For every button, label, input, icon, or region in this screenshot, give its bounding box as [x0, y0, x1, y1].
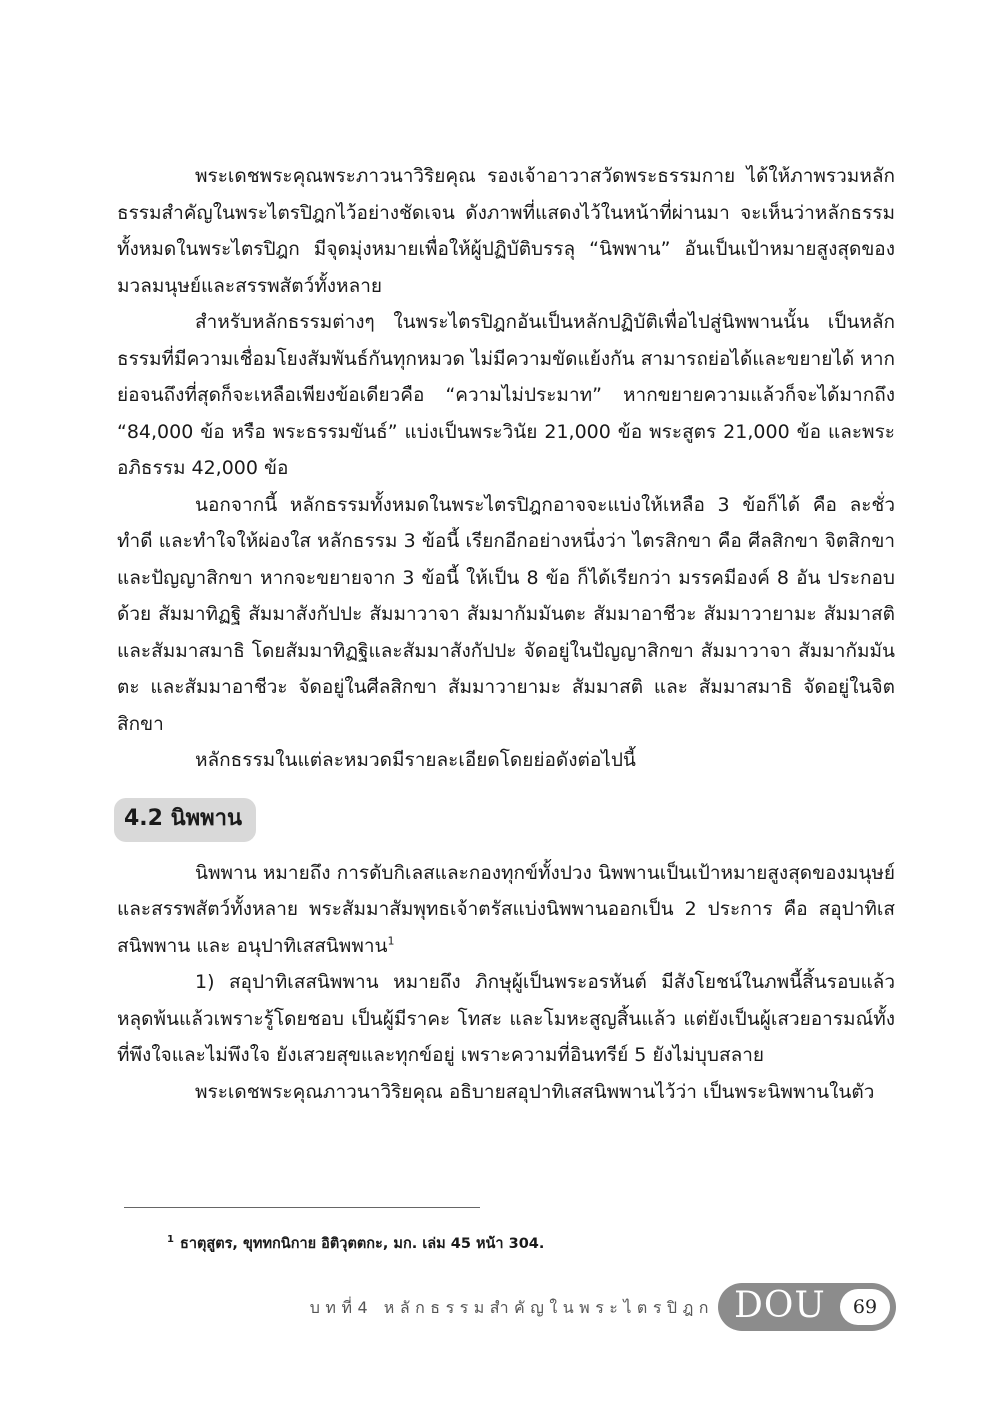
- page-number: 69: [840, 1289, 890, 1325]
- intro-paragraph-4: หลักธรรมในแต่ละหมวดมีรายละเอียดโดยย่อดังต่อไปนี้: [195, 749, 636, 771]
- dou-badge: [718, 1283, 896, 1331]
- footnote-divider: [124, 1207, 480, 1208]
- section-heading: 4.2 นิพพาน: [114, 798, 256, 842]
- page-footer: [0, 1283, 896, 1331]
- footnote: [167, 1230, 544, 1254]
- chapter-title: บทที่4 หลักธรรมสำคัญในพระไตรปิฎก: [309, 1298, 714, 1317]
- footnote-reference[interactable]: 1: [387, 934, 395, 948]
- page-body: [117, 158, 895, 1110]
- section-paragraph-1: [117, 855, 895, 965]
- section-paragraph-3: พระเดชพระคุณภาวนาวิริยคุณ อธิบายสอุปาทิเสสนิพพานไว้ว่า เป็นพระนิพพานในตัว: [195, 1080, 875, 1103]
- section-paragraph-1-text: นิพพาน หมายถึง การดับกิเลสและกองทุกข์ทั้งปวง นิพพานเป็นเป้าหมายสูงสุดของมนุษย์และสรรพสัตว์ทั้งหลาย พระสัมมาสัมพุทธเจ้าตรัสแบ่งนิพพานออกเป็น 2 ประการ คือ สอุปาทิเสสนิพพาน และ อนุปาทิเสสนิพพาน: [117, 861, 895, 957]
- dou-logo-text: DOU: [734, 1285, 826, 1326]
- intro-paragraph-3: นอกจากนี้ หลักธรรมทั้งหมดในพระไตรปิฎกอาจจะแบ่งให้เหลือ 3 ข้อก็ได้ คือ ละชั่ว ทำดี และทำใจให้ผ่องใส หลักธรรม 3 ข้อนี้ เรียกอีกอย่างหนึ่งว่า ไตรสิกขา คือ ศีลสิกขา จิตสิกขา และปัญญาสิกขา หากจะขยายจาก 3 ข้อนี้ ให้เป็น 8 ข้อ ก็ได้เรียกว่า มรรคมีองค์ 8 อัน ประกอบด้วย สัมมาทิฏฐิ สัมมาสังกัปปะ สัมมาวาจา สัมมากัมมันตะ สัมมาอาชีวะ สัมมาวายามะ สัมมาสติ และสัมมาสมาธิ โดยสัมมาทิฏฐิและสัมมาสังกัปปะ จัดอยู่ในปัญญาสิกขา สัมมาวาจา สัมมากัมมันตะ และสัมมาอาชีวะ จัดอยู่ในศีลสิกขา สัมมาวายามะ สัมมาสติ และ สัมมาสมาธิ จัดอยู่ในจิตสิกขา: [117, 493, 895, 735]
- footnote-number: 1: [167, 1234, 174, 1245]
- intro-paragraph-1: พระเดชพระคุณพระภาวนาวิริยคุณ รองเจ้าอาวาสวัดพระธรรมกาย ได้ให้ภาพรวมหลักธรรมสำคัญในพระไตรปิฎกไว้อย่างชัดเจน ดังภาพที่แสดงไว้ในหน้าที่ผ่านมา จะเห็นว่าหลักธรรมทั้งหมดในพระไตรปิฎก มีจุดมุ่งหมายเพื่อให้ผู้ปฏิบัติบรรลุ “นิพพาน” อันเป็นเป้าหมายสูงสุดของมวลมนุษย์และสรรพสัตว์ทั้งหลาย: [117, 165, 895, 297]
- section-paragraph-2: 1) สอุปาทิเสสนิพพาน หมายถึง ภิกษุผู้เป็นพระอรหันต์ มีสังโยชน์ในภพนี้สิ้นรอบแล้ว หลุดพ้นแล้วเพราะรู้โดยชอบ เป็นผู้มีราคะ โทสะ และโมหะสูญสิ้นแล้ว แต่ยังเป็นผู้เสวยอารมณ์ทั้งที่พึงใจและไม่พึงใจ ยังเสวยสุขและทุกข์อยู่ เพราะความที่อินทรีย์ 5 ยังไม่บุบสลาย: [117, 971, 895, 1066]
- footnote-text: ธาตุสูตร, ขุททกนิกาย อิติวุตตกะ, มก. เล่ม 45 หน้า 304.: [179, 1235, 545, 1252]
- intro-paragraph-2: สำหรับหลักธรรมต่างๆ ในพระไตรปิฎกอันเป็นหลักปฏิบัติเพื่อไปสู่นิพพานนั้น เป็นหลักธรรมที่มีความเชื่อมโยงสัมพันธ์กันทุกหมวด ไม่มีความขัดแย้งกัน สามารถย่อได้และขยายได้ หากย่อจนถึงที่สุดก็จะเหลือเพียงข้อเดียวคือ “ความไม่ประมาท” หากขยายความแล้วก็จะได้มากถึง “84,000 ข้อ หรือ พระธรรมขันธ์” แบ่งเป็นพระวินัย 21,000 ข้อ พระสูตร 21,000 ข้อ และพระอภิธรรม 42,000 ข้อ: [117, 311, 895, 479]
